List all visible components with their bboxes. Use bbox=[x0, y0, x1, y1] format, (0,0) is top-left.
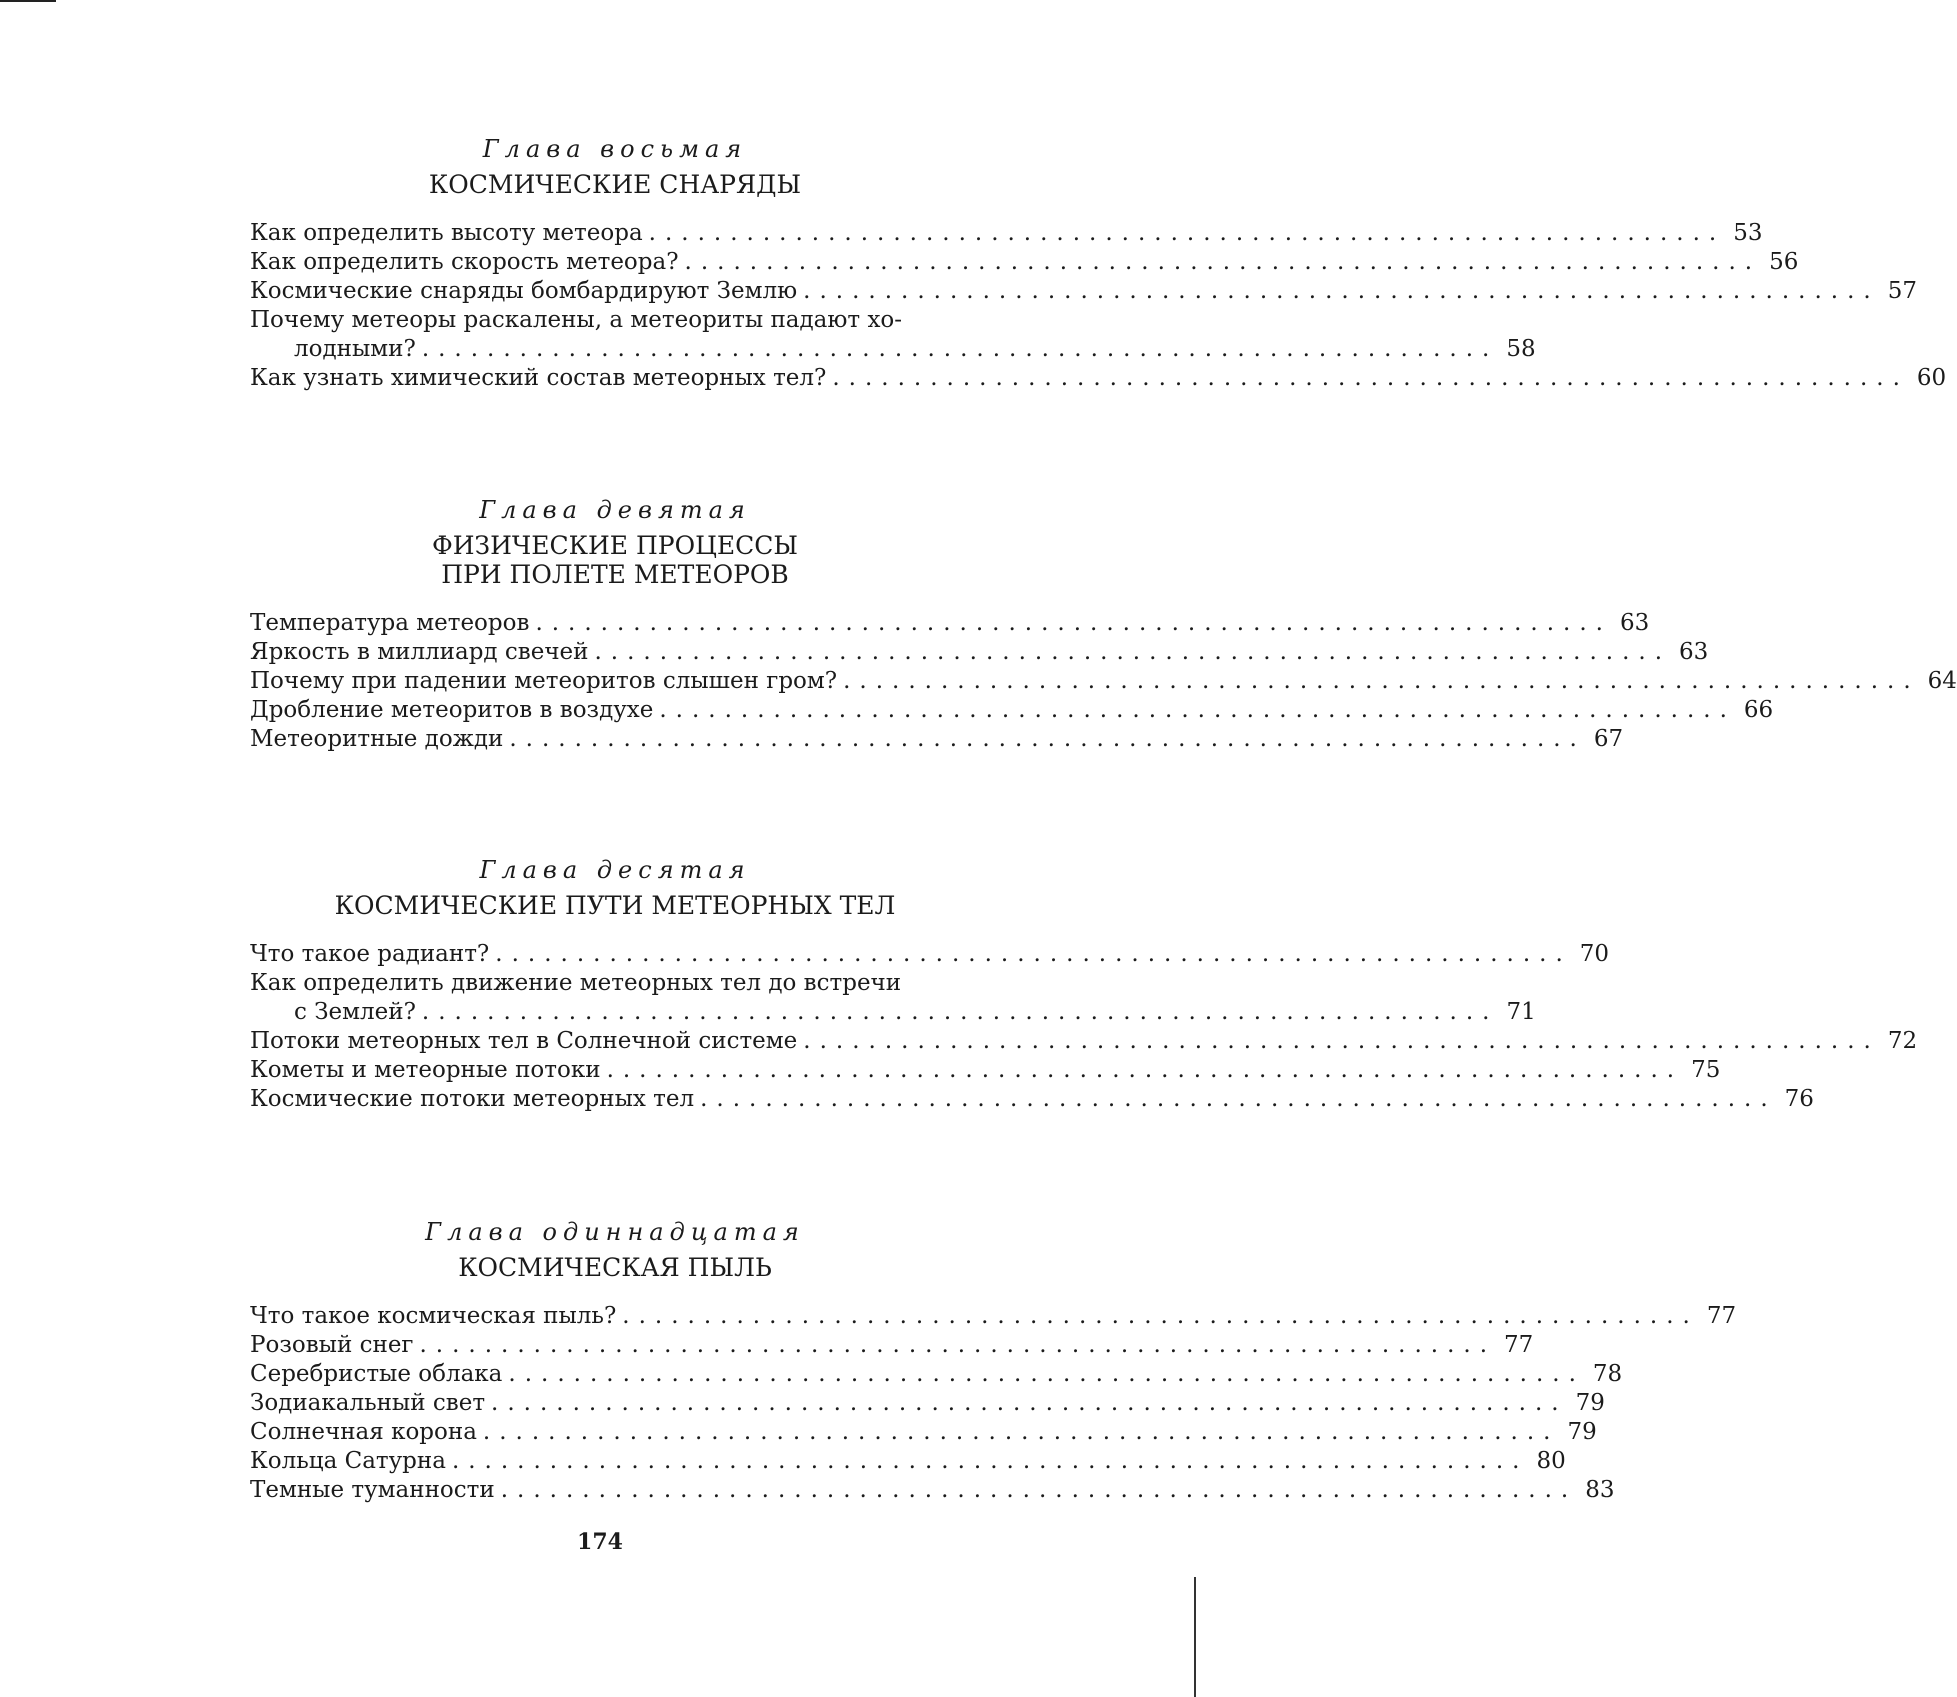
dot-leader: .................................................................. bbox=[495, 941, 1572, 967]
entry-title: Как узнать химический состав метеорных тел? bbox=[250, 365, 827, 391]
toc-entry[interactable] bbox=[250, 1302, 1737, 1331]
chapter-title bbox=[250, 170, 980, 199]
toc-entry[interactable] bbox=[250, 1476, 1615, 1505]
entry-title: Почему при падении метеоритов слышен гром? bbox=[250, 668, 838, 694]
entry-page: 71 bbox=[1506, 999, 1536, 1025]
dot-leader: .................................................................. bbox=[482, 1419, 1560, 1445]
chapter-entries bbox=[250, 609, 1957, 754]
dot-leader: .................................................................. bbox=[508, 1361, 1585, 1387]
entry-page: 83 bbox=[1585, 1477, 1615, 1503]
scan-corner-mark bbox=[0, 0, 56, 2]
entry-title: Яркость в миллиард свечей bbox=[250, 639, 589, 665]
entry-title: Зодиакальный свет bbox=[250, 1390, 486, 1416]
chapter-9 bbox=[250, 495, 1957, 754]
entry-page: 66 bbox=[1743, 697, 1774, 723]
toc-entry[interactable] bbox=[250, 1056, 1721, 1085]
chapter-entries bbox=[250, 1302, 1737, 1505]
toc-entry[interactable] bbox=[250, 1085, 1814, 1114]
dot-leader: .................................................................. bbox=[421, 999, 1499, 1025]
entry-title: Метеоритные дожди bbox=[250, 726, 504, 752]
entry-page: 79 bbox=[1567, 1419, 1597, 1445]
entry-page: 63 bbox=[1619, 610, 1650, 636]
chapter-entries bbox=[250, 940, 1918, 1114]
toc-entry[interactable] bbox=[250, 364, 1947, 393]
entry-title: Что такое радиант? bbox=[250, 941, 490, 967]
entry-page: 76 bbox=[1784, 1086, 1814, 1112]
chapter-title bbox=[250, 891, 980, 920]
entry-title: Что такое космическая пыль? bbox=[250, 1303, 617, 1329]
chapter-title-line: КОСМИЧЕСКИЕ ПУТИ МЕТЕОРНЫХ ТЕЛ bbox=[334, 891, 896, 920]
entry-title: Солнечная корона bbox=[250, 1419, 477, 1445]
entry-page: 67 bbox=[1593, 726, 1624, 752]
entry-title: Серебристые облака bbox=[250, 1361, 503, 1387]
entry-title-first-line: Почему метеоры раскалены, а метеориты падают хо- bbox=[250, 307, 903, 333]
entry-page: 77 bbox=[1504, 1332, 1534, 1358]
chapter-title-line: КОСМИЧЕСКИЕ СНАРЯДЫ bbox=[428, 170, 802, 199]
dot-leader: .................................................................. bbox=[421, 336, 1499, 362]
chapter-10 bbox=[250, 855, 1918, 1114]
toc-entry[interactable] bbox=[250, 1027, 1918, 1056]
entry-title: Розовый снег bbox=[250, 1332, 414, 1358]
dot-leader: .................................................................. bbox=[451, 1448, 1529, 1474]
entry-title: Космические снаряды бомбардируют Землю bbox=[250, 278, 798, 304]
toc-entry[interactable] bbox=[250, 1389, 1605, 1418]
dot-leader: .................................................................. bbox=[594, 639, 1672, 665]
toc-entry[interactable] bbox=[250, 696, 1774, 725]
chapter-8 bbox=[250, 134, 1947, 393]
dot-leader: .................................................................. bbox=[491, 1390, 1568, 1416]
toc-entry[interactable] bbox=[250, 1331, 1534, 1360]
entry-title: Дробление метеоритов в воздухе bbox=[250, 697, 654, 723]
entry-title: Кометы и метеорные потоки bbox=[250, 1057, 601, 1083]
scan-edge-mark bbox=[1194, 1577, 1196, 1697]
toc-entry[interactable] bbox=[250, 725, 1624, 754]
chapter-11 bbox=[250, 1217, 1737, 1505]
chapter-label: Глава девятая bbox=[479, 496, 751, 524]
dot-leader: .................................................................. bbox=[419, 1332, 1497, 1358]
entry-title-first-line: Как определить движение метеорных тел до встречи bbox=[250, 970, 902, 996]
entry-page: 63 bbox=[1679, 639, 1709, 665]
chapter-label: Глава десятая bbox=[479, 856, 751, 884]
entry-title: с Землей? bbox=[294, 999, 416, 1025]
entry-title: лодными? bbox=[294, 336, 416, 362]
entry-title: Как определить высоту метеора bbox=[250, 220, 643, 246]
entry-page: 53 bbox=[1733, 220, 1763, 246]
toc-entry[interactable] bbox=[250, 306, 1536, 364]
chapter-title bbox=[250, 1253, 980, 1282]
entry-page: 72 bbox=[1887, 1028, 1918, 1054]
dot-leader: .................................................................. bbox=[803, 278, 1880, 304]
toc-entry[interactable] bbox=[250, 1418, 1597, 1447]
entry-title: Температура метеоров bbox=[250, 610, 530, 636]
entry-page: 60 bbox=[1916, 365, 1947, 391]
toc-entry[interactable] bbox=[250, 638, 1709, 667]
entry-page: 75 bbox=[1691, 1057, 1721, 1083]
entry-page: 77 bbox=[1706, 1303, 1737, 1329]
entry-title: Потоки метеорных тел в Солнечной системе bbox=[250, 1028, 798, 1054]
dot-leader: .................................................................. bbox=[684, 249, 1762, 275]
entry-page: 80 bbox=[1536, 1448, 1566, 1474]
chapter-label: Глава одиннадцатая bbox=[425, 1218, 805, 1246]
dot-leader: .................................................................. bbox=[648, 220, 1726, 246]
chapter-title-line: ФИЗИЧЕСКИЕ ПРОЦЕССЫ bbox=[431, 531, 798, 560]
dot-leader: .................................................................. bbox=[700, 1086, 1777, 1112]
dot-leader: .................................................................. bbox=[622, 1303, 1699, 1329]
entry-page: 70 bbox=[1579, 941, 1610, 967]
dot-leader: .................................................................. bbox=[509, 726, 1586, 752]
dot-leader: .................................................................. bbox=[832, 365, 1909, 391]
chapter-title-line: КОСМИЧЕСКАЯ ПЫЛЬ bbox=[458, 1253, 772, 1282]
entry-page: 64 bbox=[1927, 668, 1957, 694]
chapter-title bbox=[250, 531, 980, 589]
dot-leader: .................................................................. bbox=[659, 697, 1736, 723]
toc-entry[interactable] bbox=[250, 667, 1957, 696]
dot-leader: .................................................................. bbox=[843, 668, 1920, 694]
page-number: 174 bbox=[577, 1529, 623, 1555]
dot-leader: .................................................................. bbox=[803, 1028, 1880, 1054]
entry-title: Кольца Сатурна bbox=[250, 1448, 446, 1474]
dot-leader: .................................................................. bbox=[535, 610, 1612, 636]
entry-page: 79 bbox=[1575, 1390, 1605, 1416]
entry-page: 57 bbox=[1887, 278, 1917, 304]
entry-page: 58 bbox=[1506, 336, 1536, 362]
chapter-entries bbox=[250, 219, 1947, 393]
entry-page: 78 bbox=[1592, 1361, 1623, 1387]
toc-entry[interactable] bbox=[250, 940, 1610, 969]
dot-leader: .................................................................. bbox=[606, 1057, 1684, 1083]
chapter-title-line: ПРИ ПОЛЕТЕ МЕТЕОРОВ bbox=[441, 560, 789, 589]
chapter-label: Глава восьмая bbox=[482, 135, 748, 163]
entry-title: Космические потоки метеорных тел bbox=[250, 1086, 695, 1112]
toc-entry[interactable] bbox=[250, 1360, 1623, 1389]
toc-entry[interactable] bbox=[250, 969, 1536, 1027]
toc-entry[interactable] bbox=[250, 248, 1799, 277]
toc-entry[interactable] bbox=[250, 1447, 1566, 1476]
dot-leader: .................................................................. bbox=[500, 1477, 1578, 1503]
toc-entry[interactable] bbox=[250, 277, 1917, 306]
entry-page: 56 bbox=[1769, 249, 1799, 275]
toc-entry[interactable] bbox=[250, 219, 1763, 248]
entry-title: Темные туманности bbox=[250, 1477, 495, 1503]
toc-entry[interactable] bbox=[250, 609, 1650, 638]
entry-title: Как определить скорость метеора? bbox=[250, 249, 679, 275]
